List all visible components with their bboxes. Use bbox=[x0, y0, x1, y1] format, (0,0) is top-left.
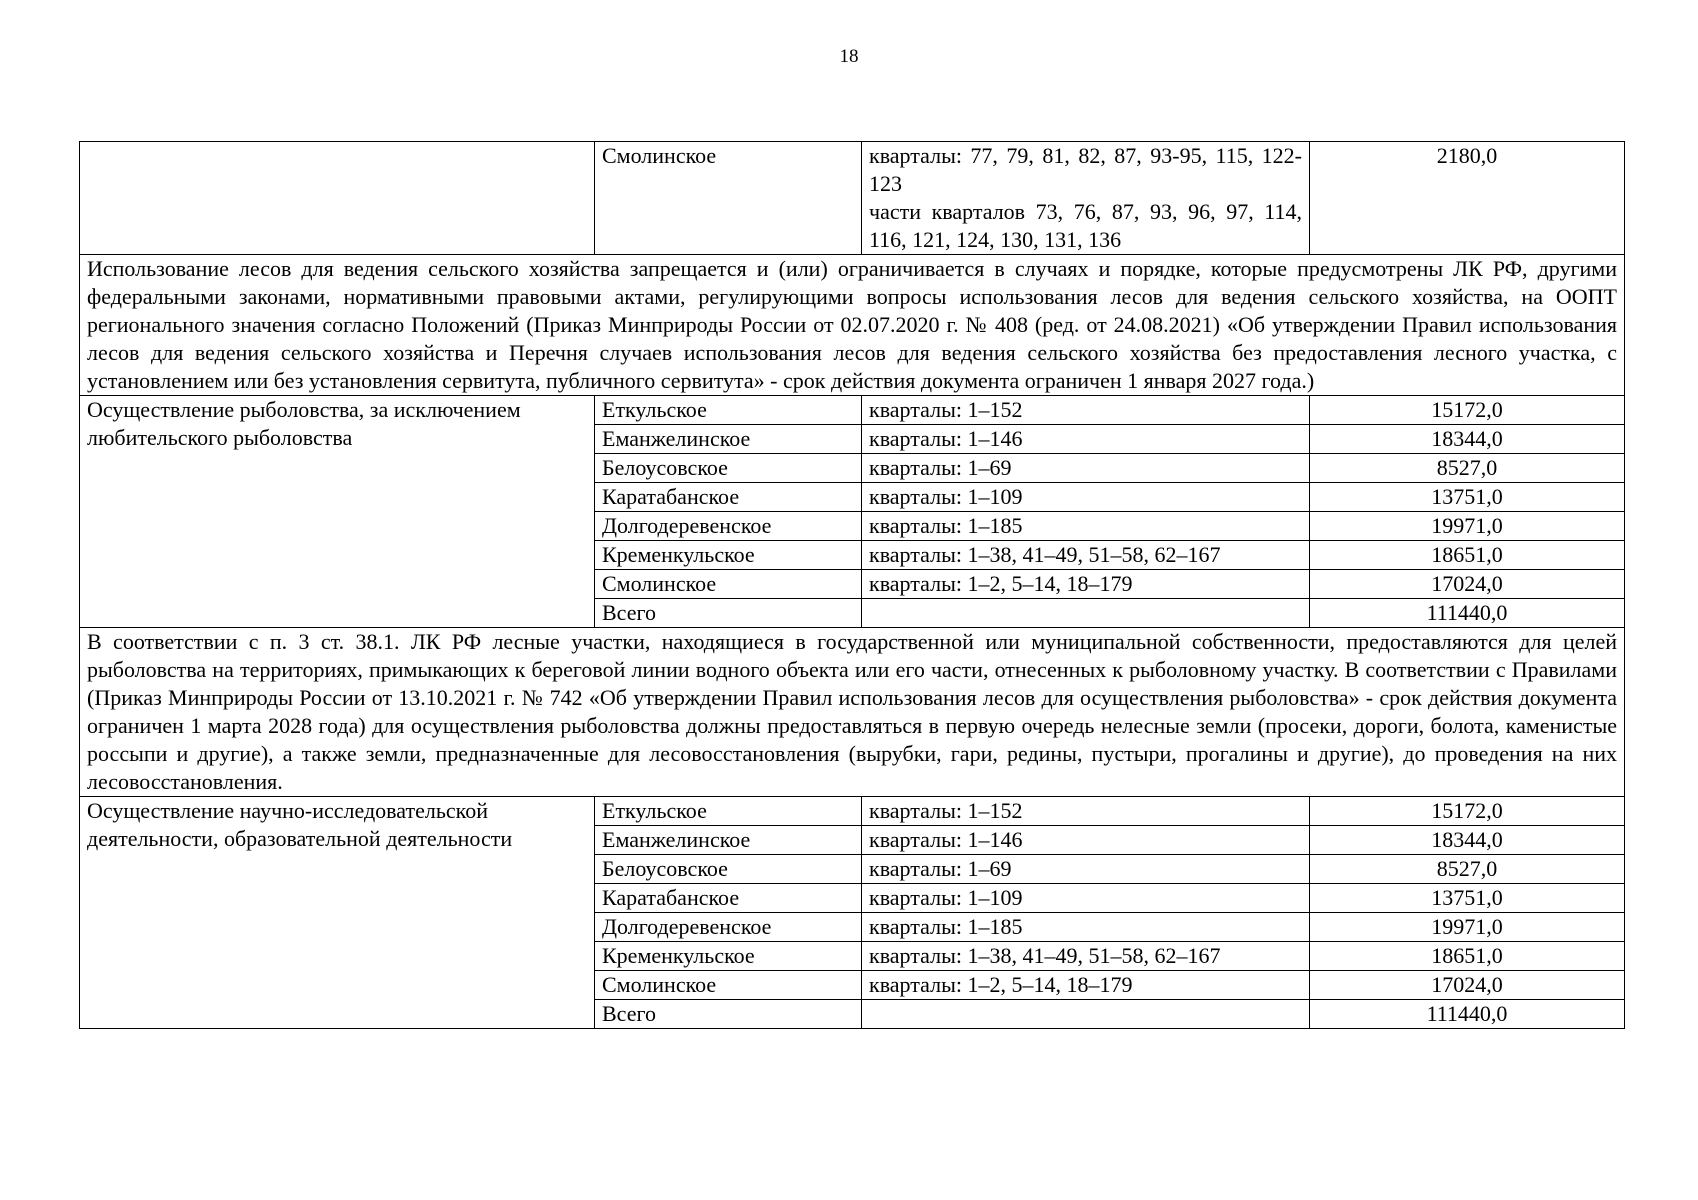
forestry-cell: Еткульское bbox=[595, 396, 862, 425]
forestry-cell: Еткульское bbox=[595, 797, 862, 826]
area-cell: 2180,0 bbox=[1310, 142, 1625, 255]
area-cell: 18344,0 bbox=[1310, 826, 1625, 855]
area-cell: 19971,0 bbox=[1310, 512, 1625, 541]
table-row bbox=[80, 142, 1625, 255]
forestry-cell: Каратабанское bbox=[595, 483, 862, 512]
quarters-cell: кварталы: 1–69 bbox=[862, 454, 1310, 483]
forestry-cell: Всего bbox=[595, 599, 862, 628]
area-cell: 13751,0 bbox=[1310, 483, 1625, 512]
quarters-cell: кварталы: 1–2, 5–14, 18–179 bbox=[862, 971, 1310, 1000]
area-cell: 15172,0 bbox=[1310, 797, 1625, 826]
quarters-cell: кварталы: 1–185 bbox=[862, 512, 1310, 541]
agriculture-note-text: Использование лесов для ведения сельского хозяйства запрещается и (или) ограничивается в случаях и порядке, которые предусмотрены ЛК РФ, другими федеральными законами, нормативными правовыми актами, регулирующими вопросы использования лесов для ведения сельского хозяйства, на ООПТ регионального значения согласно Положений (Приказ Минприроды России от 02.07.2020 г. № 408 (ред. от 24.08.2021) «Об утверждении Правил использования лесов для ведения сельского хозяйства и Перечня случаев использования лесов для ведения сельского хозяйства без предоставления лесного участка, с установлением или без установления сервитута, публичного сервитута» - срок действия документа ограничен 1 января 2027 года.) bbox=[87, 256, 1617, 393]
forestry-cell: Смолинское bbox=[595, 971, 862, 1000]
quarters-cell: кварталы: 1–109 bbox=[862, 884, 1310, 913]
quarters-parts-text: части кварталов 73, 76, 87, 93, 96, 97, 114, 116, 121, 124, 130, 131, 136 bbox=[869, 199, 1302, 252]
area-cell: 15172,0 bbox=[1310, 396, 1625, 425]
forestry-cell: Белоусовское bbox=[595, 855, 862, 884]
forestry-cell: Еманжелинское bbox=[595, 826, 862, 855]
forestry-cell: Каратабанское bbox=[595, 884, 862, 913]
fishing-note-text: В соответствии с п. 3 ст. 38.1. ЛК РФ лесные участки, находящиеся в государственной или муниципальной собственности, предоставляются для целей рыболовства на территориях, примыкающих к береговой линии водного объекта или его части, отнесенных к рыболовному участку. В соответствии с Правилами (Приказ Минприроды России от 13.10.2021 г. № 742 «Об утверждении Правил использования лесов для осуществления рыболовства» - срок действия документа ограничен 1 марта 2028 года) для осуществления рыболовства должны предоставляться в первую очередь нелесные земли (просеки, дороги, болота, каменистые россыпи и другие), а также земли, предназначенные для лесовосстановления (вырубки, гари, редины, пустыри, прогалины и другие), до проведения на них лесовосстановления. bbox=[87, 629, 1617, 794]
quarters-cell bbox=[862, 1000, 1310, 1029]
area-cell: 17024,0 bbox=[1310, 971, 1625, 1000]
forestry-cell: Смолинское bbox=[595, 142, 862, 255]
area-cell: 8527,0 bbox=[1310, 855, 1625, 884]
forestry-cell: Всего bbox=[595, 1000, 862, 1029]
quarters-cell: кварталы: 1–146 bbox=[862, 826, 1310, 855]
area-cell: 13751,0 bbox=[1310, 884, 1625, 913]
forestry-cell: Белоусовское bbox=[595, 454, 862, 483]
quarters-cell: кварталы: 1–152 bbox=[862, 797, 1310, 826]
note-cell bbox=[80, 628, 1625, 797]
forestry-cell: Кременкульское bbox=[595, 541, 862, 570]
quarters-cell: кварталы: 1–152 bbox=[862, 396, 1310, 425]
forestry-cell: Долгодеревенское bbox=[595, 913, 862, 942]
area-cell: 19971,0 bbox=[1310, 913, 1625, 942]
purpose-cell: Осуществление научно-исследовательской деятельности, образовательной деятельности bbox=[80, 797, 595, 1029]
note-cell bbox=[80, 255, 1625, 396]
area-cell: 18344,0 bbox=[1310, 425, 1625, 454]
quarters-cell: кварталы: 1–146 bbox=[862, 425, 1310, 454]
quarters-cell: кварталы: 1–109 bbox=[862, 483, 1310, 512]
table-row bbox=[80, 396, 1625, 425]
research-section bbox=[80, 797, 1625, 1029]
area-cell: 111440,0 bbox=[1310, 1000, 1625, 1029]
quarters-cell bbox=[862, 142, 1310, 255]
fishing-section bbox=[80, 396, 1625, 628]
quarters-cell: кварталы: 1–185 bbox=[862, 913, 1310, 942]
forestry-cell: Долгодеревенское bbox=[595, 512, 862, 541]
quarters-cell: кварталы: 1–2, 5–14, 18–179 bbox=[862, 570, 1310, 599]
note-row-agriculture bbox=[80, 255, 1625, 396]
quarters-cell: кварталы: 1–38, 41–49, 51–58, 62–167 bbox=[862, 541, 1310, 570]
purpose-cell: Осуществление рыболовства, за исключением любительского рыболовства bbox=[80, 396, 595, 628]
forest-use-table bbox=[79, 141, 1625, 1029]
forestry-cell: Кременкульское bbox=[595, 942, 862, 971]
quarters-cell bbox=[862, 599, 1310, 628]
area-cell: 18651,0 bbox=[1310, 541, 1625, 570]
quarters-text: кварталы: 77, 79, 81, 82, 87, 93-95, 115, 122-123 bbox=[869, 143, 1302, 196]
forestry-cell: Еманжелинское bbox=[595, 425, 862, 454]
area-cell: 8527,0 bbox=[1310, 454, 1625, 483]
quarters-cell: кварталы: 1–38, 41–49, 51–58, 62–167 bbox=[862, 942, 1310, 971]
area-cell: 18651,0 bbox=[1310, 942, 1625, 971]
note-row-fishing bbox=[80, 628, 1625, 797]
page-number: 18 bbox=[839, 46, 859, 67]
forestry-cell: Смолинское bbox=[595, 570, 862, 599]
quarters-cell: кварталы: 1–69 bbox=[862, 855, 1310, 884]
table-row bbox=[80, 797, 1625, 826]
area-cell: 17024,0 bbox=[1310, 570, 1625, 599]
purpose-cell bbox=[80, 142, 595, 255]
area-cell: 111440,0 bbox=[1310, 599, 1625, 628]
